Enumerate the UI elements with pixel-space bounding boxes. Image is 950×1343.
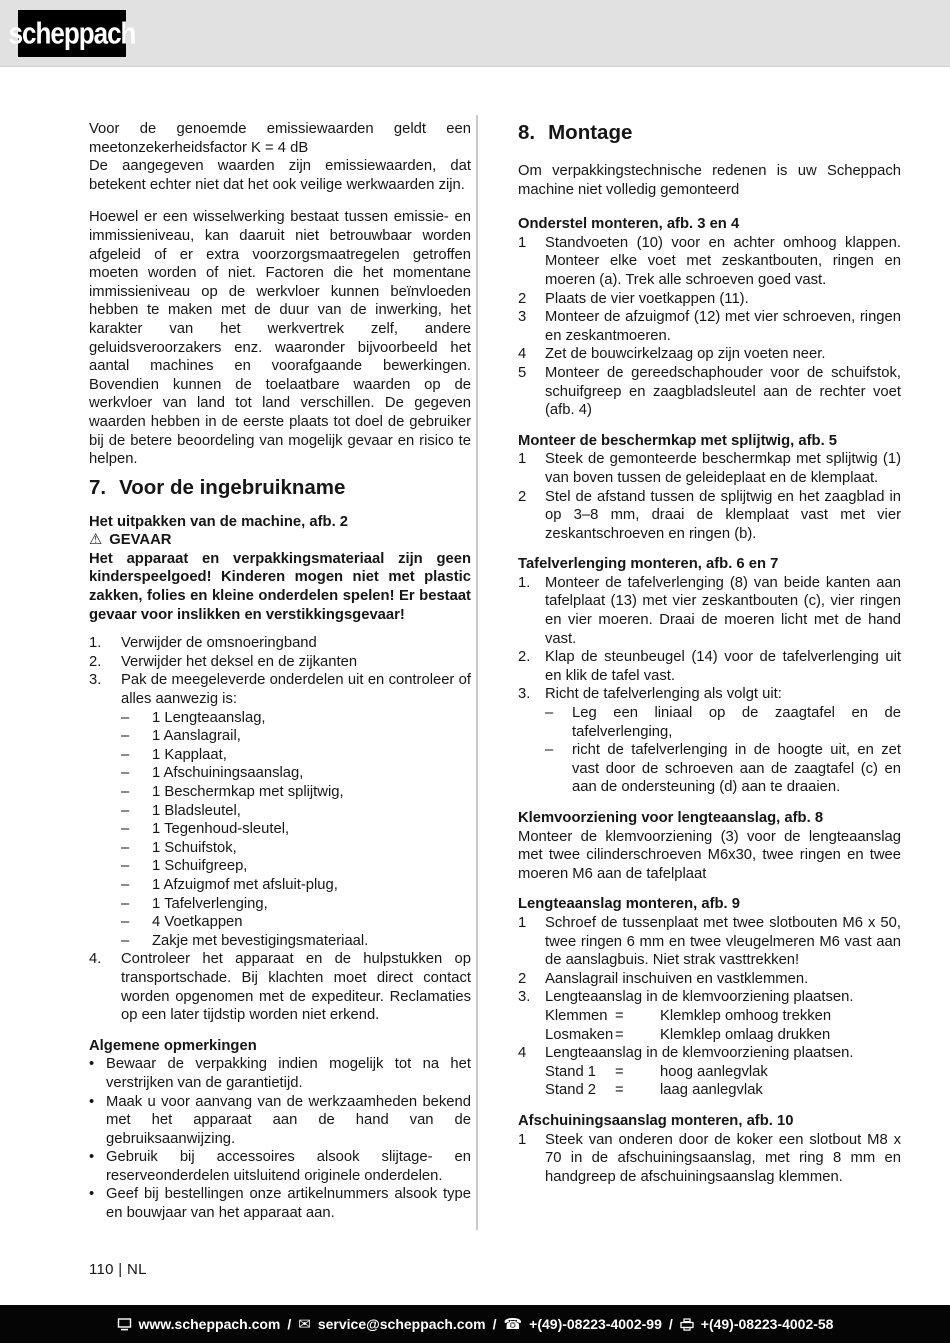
key-value-row [545, 1007, 901, 1026]
list-item-number: 3. [89, 672, 102, 689]
general-notes-subheading: Algemene opmerkingen [89, 1037, 257, 1054]
list-item [518, 234, 901, 290]
kv-key: Klemmen [545, 1007, 608, 1024]
bullet-dot: • [89, 1186, 95, 1203]
dash: – [121, 839, 130, 856]
dash: – [121, 784, 130, 800]
lengteaanslag-steps [518, 914, 901, 1100]
onderstel-steps [518, 234, 901, 420]
list-subitem-text: Zakje met bevestigingsmateriaal. [152, 932, 369, 949]
unpacking-steps [89, 634, 471, 1024]
list-item [518, 290, 901, 309]
list-item-text: Schroef de tussenplaat met twee slotbouten M6 x 50, twee ringen 6 mm en twee vleugelmeren M6 vast aan de aanslagbuis. Niet strak vasttrekken! [545, 914, 901, 969]
footer-fax: +(49)-08223-4002-58 [700, 1315, 834, 1332]
footer-separator: / [668, 1315, 673, 1332]
bullet-dot: • [89, 1093, 95, 1110]
kv-value: Klemklep omlaag drukken [660, 1026, 831, 1043]
kv-key: Stand 2 [545, 1082, 597, 1099]
list-item-text: Monteer de tafelverlenging (8) van beide kanten aan tafelplaat (13) met vier zeskantbouten (c), vier ringen en vier moeren. Draai de moeren licht met de hand vast. [545, 574, 901, 647]
footer-separator: / [492, 1315, 497, 1332]
list-item [89, 634, 471, 653]
list-item-text: Plaats de vier voetkappen (11). [545, 290, 749, 307]
list-item-text: Monteer de gereedschaphouder voor de schuifstok, schuifgreep en zaagbladsleutel aan de rechter voet (afb. 4) [545, 364, 901, 419]
kv-equals: = [615, 1082, 624, 1099]
dash: – [121, 876, 130, 893]
scheppach-logo [8, 10, 136, 57]
kv-key: Stand 1 [545, 1063, 597, 1080]
bullet-text: Geef bij bestellingen onze artikelnummers alsook type en bouwjaar van het apparaat aan. [106, 1186, 471, 1222]
bullet-text: Gebruik bij accessoires alsook slijtage- en reserveonderdelen uitsluitend originele onderdelen. [106, 1149, 471, 1184]
list-item [518, 970, 901, 989]
list-item-number: 2 [518, 970, 527, 987]
kv-equals: = [615, 1007, 624, 1024]
list-subitem [545, 741, 901, 797]
klemvoorziening-subheading: Klemvoorziening voor lengteaanslag, afb. 8 [518, 810, 824, 826]
list-item [89, 671, 471, 708]
list-subitem-text: 1 Lengteaanslag, [152, 709, 266, 726]
onderstel-subheading: Onderstel monteren, afb. 3 en 4 [518, 216, 740, 233]
kv-value: hoog aanlegvlak [660, 1063, 768, 1080]
email-icon: ✉ [298, 1314, 311, 1333]
list-item-number: 2. [89, 653, 102, 670]
list-item [518, 1131, 901, 1187]
list-subitem-text: Leg een liniaal op de zaagtafel en de tafelverlenging, [572, 705, 901, 740]
list-item [518, 308, 901, 345]
dash: – [121, 728, 130, 745]
bullet-item [89, 1185, 471, 1222]
list-item-number: 1 [518, 914, 527, 931]
bullet-item [89, 1055, 471, 1092]
list-subitem-text: 1 Bladsleutel, [152, 802, 241, 819]
footer-website: www.scheppach.com [138, 1315, 281, 1332]
list-item-text: Verwijder de omsnoeringband [121, 635, 317, 652]
general-notes-list [89, 1055, 471, 1222]
warning-triangle-icon: ⚠ [89, 531, 103, 549]
dash: – [121, 858, 130, 875]
list-item-text: Zet de bouwcirkelzaag op zijn voeten neer. [545, 346, 826, 363]
list-item-text: Steek de gemonteerde beschermkap met splijtwig (1) van boven tussen de geleideplaat en de klemplaat. [545, 451, 901, 486]
footer-bar [0, 1305, 950, 1343]
section-7-heading [89, 475, 471, 501]
list-subitem-text: 1 Afzuigmof met afsluit-plug, [152, 876, 338, 893]
list-subitem [121, 764, 471, 783]
lengteaanslag-subheading: Lengteaanslag monteren, afb. 9 [518, 896, 741, 913]
bullet-dot: • [89, 1056, 95, 1073]
bullet-dot: • [89, 1149, 95, 1166]
footer-phone: +(49)-08223-4002-99 [529, 1315, 662, 1332]
kv-equals: = [615, 1063, 624, 1080]
bullet-item [89, 1093, 471, 1149]
list-subitem [121, 820, 471, 839]
bullet-item [89, 1148, 471, 1185]
list-subitem [121, 746, 471, 765]
danger-row [89, 531, 471, 550]
phone-icon: ☎ [503, 1314, 523, 1333]
list-item-text: Monteer de afzuigmof (12) met vier schroeven, ringen en zeskantmoeren. [545, 309, 901, 344]
list-item [89, 950, 471, 1024]
list-subitem [121, 857, 471, 876]
list-item [518, 685, 901, 704]
list-subitem [545, 704, 901, 741]
page-number: 110 | NL [89, 1261, 147, 1278]
beschermkap-steps [518, 450, 901, 543]
key-value-row [545, 1026, 901, 1045]
list-item-number: 3. [518, 989, 531, 1006]
list-item [518, 345, 901, 364]
list-item-text: Aanslagrail inschuiven en vastklemmen. [545, 970, 809, 987]
kv-value: Klemklep omhoog trekken [660, 1007, 832, 1024]
list-item-text: Pak de meegeleverde onderdelen uit en controleer of alles aanwezig is: [121, 672, 471, 708]
dash: – [121, 802, 130, 819]
section-7-number: 7. [89, 475, 107, 499]
paragraph-emission-values: De aangegeven waarden zijn emissiewaarden, dat betekent echter niet dat het ook veilige werkwaarden zijn. [89, 158, 471, 193]
list-item-text: Controleer het apparaat en de hulpstukken op transportschade. Bij klachten moet direct contact worden opgenomen met de expediteur. Reclamaties op een later tijdstip worden niet erkend. [121, 951, 471, 1024]
list-item [518, 450, 901, 487]
list-item-number: 1. [518, 574, 531, 591]
list-subitem-text: 1 Afschuiningsaanslag, [152, 765, 304, 782]
dash: – [121, 765, 130, 782]
list-item-number: 4. [89, 951, 102, 968]
dash: – [121, 746, 130, 763]
tafelverlenging-subheading: Tafelverlenging monteren, afb. 6 en 7 [518, 556, 779, 573]
list-subitem-text: 1 Schuifstok, [152, 839, 237, 856]
list-subitem [121, 839, 471, 858]
list-item-text: Stel de afstand tussen de splijtwig en het zaagblad in op 3–8 mm, draai de klemplaat vast met vier zeskantschroeven en ringen (b). [545, 488, 901, 542]
list-item-number: 4 [518, 346, 527, 363]
afschuiningsaanslag-steps [518, 1131, 901, 1187]
dash: – [121, 821, 130, 838]
list-item-text: Lengteaanslag in de klemvoorziening plaatsen. [545, 1045, 854, 1062]
list-item-text: Lengteaanslag in de klemvoorziening plaatsen. [545, 989, 854, 1006]
list-item [518, 364, 901, 420]
dash: – [545, 742, 554, 759]
list-subitem-text: 1 Tafelverlenging, [152, 895, 268, 912]
list-item-number: 3 [518, 309, 527, 326]
beschermkap-subheading: Monteer de beschermkap met splijtwig, afb. 5 [518, 432, 838, 449]
section-8-heading [518, 120, 901, 146]
section-8-number: 8. [518, 121, 536, 144]
right-column [518, 120, 901, 1186]
list-item [89, 653, 471, 672]
list-subitem-text: 4 Voetkappen [152, 914, 243, 931]
header-band [0, 0, 950, 67]
list-item [518, 988, 901, 1007]
key-value-row [545, 1063, 901, 1082]
montage-intro: Om verpakkingstechnische redenen is uw Scheppach machine niet volledig gemonteerd [518, 163, 901, 198]
column-divider [476, 115, 478, 1230]
list-subitem-text: 1 Aanslagrail, [152, 728, 241, 745]
left-column [89, 120, 471, 1223]
list-subitem [121, 876, 471, 895]
list-item [518, 648, 901, 685]
key-value-row [545, 1081, 901, 1100]
list-item-number: 5 [518, 364, 527, 381]
list-subitem [121, 932, 471, 951]
list-item-text: Steek van onderen door de koker een slotbout M8 x 70 in de afschuiningsaanslag, met ring 8 mm en handgreep de afschuiningsaanslag klemmen. [545, 1131, 901, 1185]
list-item-number: 1 [518, 234, 527, 251]
dash: – [121, 914, 130, 931]
list-item-number: 1 [518, 1131, 527, 1148]
list-item-number: 1 [518, 451, 527, 468]
fax-icon [680, 1318, 694, 1331]
dash: – [121, 709, 130, 726]
list-item [518, 914, 901, 970]
list-item-number: 3. [518, 686, 531, 703]
list-item-number: 2 [518, 290, 527, 307]
paragraph-immission: Hoewel er een wisselwerking bestaat tussen emissie- en immissieniveau, kan daaruit niet betrouwbaar worden afgeleid of er extra voorzorgsmaatregelen getroffen moeten worden of niet. Factoren die het momentane immissieniveau op de werkvloer kunnen beïnvloeden hebben te maken met de duur van de inwerking, het karakter van het werkvertrek zelf, andere geluidsveroorzakers enz. waaronder bijvoorbeeld het aantal machines en voorafgaande bewerkingen. Bovendien kunnen de toelaatbare waarden op de werkvloer van land tot land verschillen. De gegeven waarden hebben in de eerste plaats tot doel de gebruiker bij de betere beoordeling van mogelijk gevaar en risico te helpen. [89, 209, 471, 468]
section-7-title: Voor de ingebruikname [119, 475, 346, 499]
list-item-number: 2. [518, 649, 531, 666]
list-subitem [121, 727, 471, 746]
list-subitem-text: richt de tafelverlenging in de hoogte uit, en zet vast door de schroeven aan de zaagtafel (c) en aan de ondersteuning (d) aan te draaien. [572, 742, 901, 796]
footer-email: service@scheppach.com [317, 1315, 486, 1332]
bullet-text: Maak u voor aanvang van de werkzaamheden bekend met het apparaat aan de hand van de gebruiksaanwijzing. [106, 1093, 471, 1147]
list-item-number: 2 [518, 488, 527, 505]
list-item-text: Richt de tafelverlenging als volgt uit: [545, 686, 782, 703]
bullet-text: Bewaar de verpakking indien mogelijk tot na het verstrijken van de garantietijd. [106, 1056, 471, 1091]
klemvoorziening-text: Monteer de klemvoorziening (3) voor de lengteaanslag met twee cilinderschroeven M6x30, twee ringen en twee moeren M6 aan de tafelplaat [518, 828, 901, 882]
list-subitem-text: 1 Beschermkap met splijtwig, [152, 784, 344, 800]
list-subitem-text: 1 Kapplaat, [152, 746, 227, 763]
list-item-number: 4 [518, 1045, 527, 1062]
kv-equals: = [615, 1026, 624, 1043]
list-item-text: Verwijder het deksel en de zijkanten [121, 653, 358, 670]
afschuiningsaanslag-subheading: Afschuiningsaanslag monteren, afb. 10 [518, 1112, 794, 1129]
list-subitem [121, 802, 471, 821]
list-subitem [121, 783, 471, 802]
kv-value: laag aanlegvlak [660, 1082, 763, 1099]
footer-separator: / [287, 1315, 292, 1332]
danger-text: Het apparaat en verpakkingsmateriaal zijn geen kinderspeelgoed! Kinderen mogen niet met plastic zakken, folies en kleine onderdelen spelen! Er bestaat gevaar voor inslikken en verstikkingsgevaar! [89, 550, 471, 623]
list-item [518, 488, 901, 544]
list-subitem [121, 709, 471, 728]
list-subitem-text: 1 Schuifgreep, [152, 858, 248, 875]
logo-text: scheppach [8, 15, 136, 51]
dash: – [121, 895, 130, 912]
list-item [518, 574, 901, 648]
kv-key: Losmaken [545, 1026, 614, 1043]
list-subitem-text: 1 Tegenhoud-sleutel, [152, 821, 290, 838]
list-subitem [121, 913, 471, 932]
list-subitem [121, 895, 471, 914]
section-8-title: Montage [548, 121, 633, 144]
computer-icon [117, 1318, 132, 1331]
list-item-text: Standvoeten (10) voor en achter omhoog klappen. Monteer elke voet met zeskantbouten, ringen en moeren (a). Trek alle schroeven goed vast. [545, 234, 901, 288]
paragraph-emission-factor: Voor de genoemde emissiewaarden geldt een meetonzekerheidsfactor K = 4 dB [89, 121, 471, 156]
danger-label: GEVAAR [109, 532, 172, 549]
tafelverlenging-steps [518, 574, 901, 797]
unpacking-subheading: Het uitpakken van de machine, afb. 2 [89, 513, 349, 530]
dash: – [121, 932, 130, 949]
list-item [518, 1044, 901, 1063]
list-item-text: Klap de steunbeugel (14) voor de tafelverlenging uit en klik de tafel vast. [545, 649, 901, 684]
list-item-number: 1. [89, 635, 102, 652]
dash: – [545, 705, 554, 722]
